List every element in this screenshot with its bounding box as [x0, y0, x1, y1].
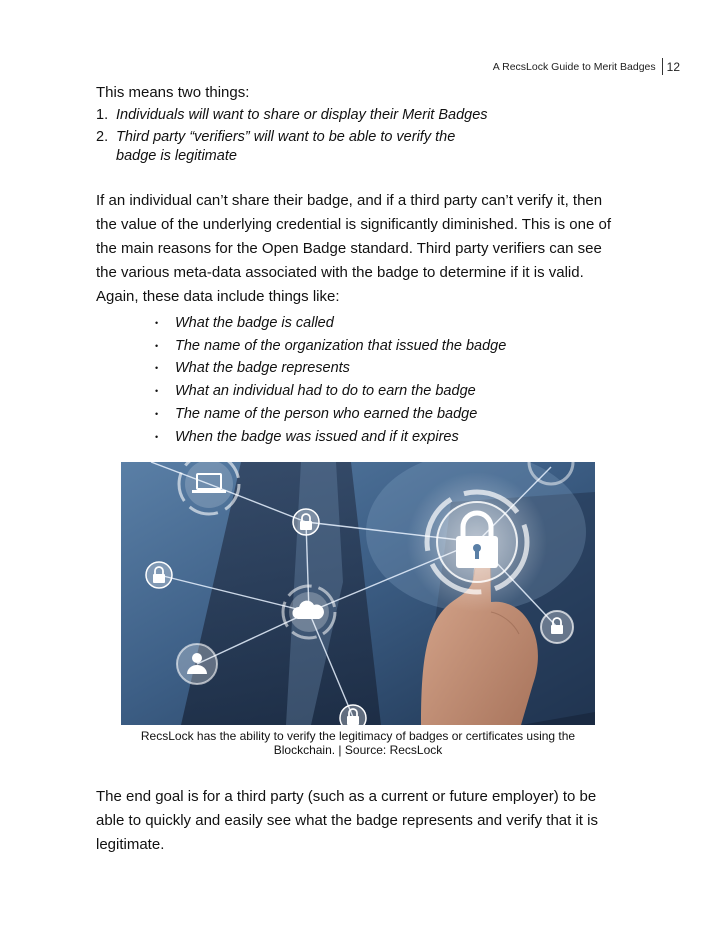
- padlock-icon: [146, 562, 172, 588]
- item-text: Third party “verifiers” will want to be able to verify the badge is legitimate: [116, 129, 456, 164]
- bullet-item: [155, 403, 506, 426]
- numbered-item: [96, 106, 496, 125]
- security-network-photo: [121, 462, 595, 725]
- bullet-text: The name of the organization that issued the badge: [175, 337, 507, 354]
- bullet-item: [155, 380, 506, 403]
- running-header: [493, 58, 680, 75]
- bullet-glyph: •: [155, 408, 159, 419]
- body-paragraph-1: If an individual can’t share their badge, and if a third party can’t verify it, then the value of the underlying credential is significantly diminished. This is one of the main reasons for the Open Badge standard. Third party verifiers can see the various meta-data associated with the badge to determine if it is valid. Again, these data include things like:: [96, 192, 612, 305]
- bullet-item: [155, 357, 506, 380]
- bullet-text: What the badge represents: [175, 360, 350, 377]
- bullet-text: What an individual had to do to earn the badge: [175, 383, 476, 400]
- bullet-glyph: •: [155, 386, 159, 397]
- item-text: Individuals will want to share or display their Merit Badges: [116, 107, 488, 123]
- running-title: A RecsLock Guide to Merit Badges: [492, 60, 656, 73]
- bullet-item: [155, 426, 506, 449]
- header-divider: [662, 58, 663, 75]
- metadata-bullet-list: [155, 312, 506, 448]
- padlock-icon: [541, 611, 573, 643]
- numbered-item: [96, 128, 496, 166]
- bullet-text: What the badge is called: [175, 315, 334, 331]
- bullet-text: When the badge was issued and if it expires: [175, 428, 459, 445]
- numbered-list: [96, 106, 496, 169]
- intro-line: This means two things:: [96, 84, 250, 101]
- bullet-glyph: •: [155, 340, 159, 351]
- page-number: 12: [666, 59, 680, 74]
- figure-caption: RecsLock has the ability to verify the legitimacy of badges or certificates using the Blockchain. | Source: RecsLock: [140, 729, 576, 757]
- item-number: 2.: [96, 129, 109, 145]
- bullet-glyph: •: [155, 363, 159, 374]
- bullet-item: [155, 335, 506, 358]
- bullet-item: [155, 312, 506, 335]
- user-icon: [177, 644, 217, 684]
- padlock-icon: [427, 492, 527, 592]
- bullet-text: The name of the person who earned the badge: [175, 405, 478, 422]
- item-number: 1.: [96, 107, 109, 123]
- bullet-glyph: •: [155, 431, 159, 442]
- bullet-glyph: •: [155, 318, 159, 328]
- padlock-icon: [293, 509, 319, 535]
- padlock-icon: [340, 705, 366, 725]
- body-paragraph-2: The end goal is for a third party (such as a current or future employer) to be able to quickly and easily see what the badge represents and verify that it is legitimate.: [96, 788, 598, 853]
